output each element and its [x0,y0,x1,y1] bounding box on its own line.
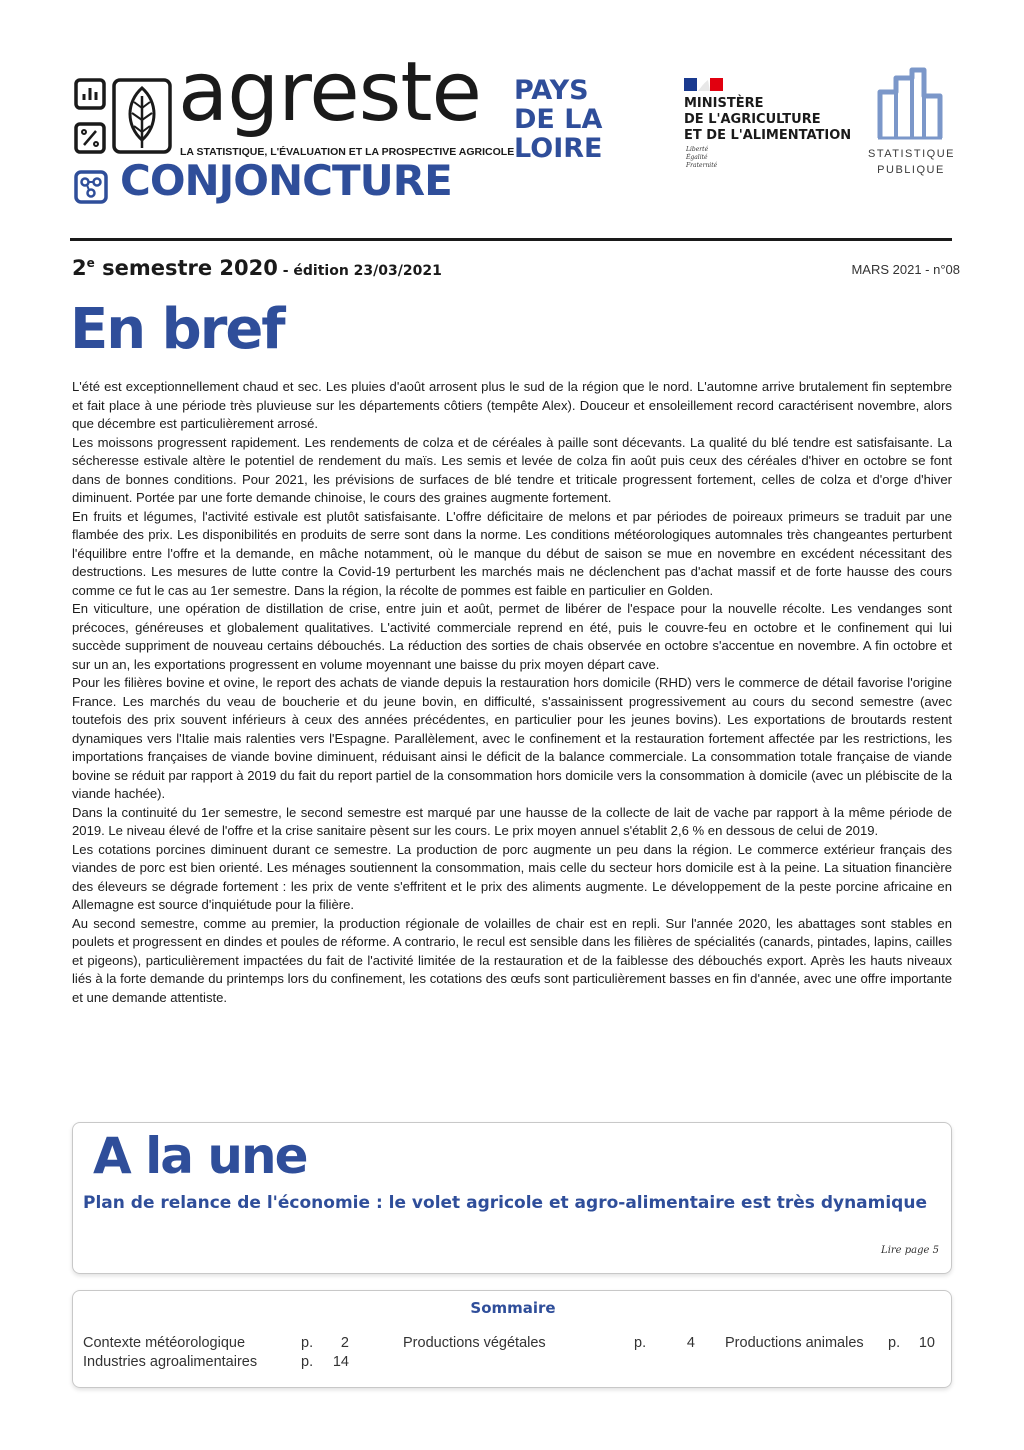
toc-item-animales[interactable]: Productions animales [725,1335,864,1351]
toc-page-prefix: p. [888,1335,901,1351]
statistique-publique-label [868,146,954,178]
summary-paragraph: Pour les filières bovine et ovine, le report des achats de viande depuis la restauration hors domicile (RHD) vers le commerce de détail favorise l'origine France. Les marchés du veau de boucherie et du jeune bovin, en difficulté, s'assainissent progressivement au cours du second semestre (avec toutefois des prix souvent inférieurs à ceux des années précédentes, en particulier pour les jeunes bovins). Les exportations de broutards restent dynamiques vers l'Italie mais ralenties vers l'Espagne. Parallèlement, avec le confinement et la restauration fortement affectée par les restrictions, les importations françaises de viande bovine diminuent, réduisant ainsi le déficit de la balance commerciale. La consommation totale française de viande bovine se réduit par rapport à 2019 du fait du report partiel de la consommation hors domicile vers la consommation à domicile (avec un plébiscite de la viande hachée). [72,675,952,801]
a-la-une-box [72,1122,952,1274]
section-title-en-bref: En bref [70,297,284,362]
series-name: CONJONCTURE [120,156,452,205]
leaf-icon [114,80,170,152]
a-la-une-headline[interactable]: Plan de relance de l'économie : le volet agricole et agro-alimentaire est très dynamique [83,1193,927,1213]
summary-paragraph: En fruits et légumes, l'activité estivale est plutôt satisfaisante. L'offre déficitaire de melons et par périodes de poireaux primeurs se traduit par une flambée des prix. Les disponibilités en produits de serre sont dans la norme. Les conditions météorologiques automnales très changeantes perturbent l'équilibre entre l'offre et la demande, en mâche notamment, où le manque du début de saison se mue en novembre en excédent nécessitant des destructions. Les mesures de lutte contre la Covid-19 perturbent les marchés mais ne déclenchent pas d'achat massif et de forte hausse des cours comme ce fut le cas au 1er semestre. Dans la région, la récolte de pommes est faible en particulier en Golden. [72,508,952,598]
motto-line: Fraternité [686,162,718,169]
toc-item-contexte[interactable]: Contexte météorologique [83,1335,246,1351]
read-more-link[interactable]: Lire page 5 [881,1245,939,1256]
ministry-line: MINISTÈRE [684,96,764,111]
motto-line: Liberté [686,146,709,153]
summary-paragraph: L'été est exceptionnellement chaud et sec. Les pluies d'août arrosent plus le sud de la région que le nord. L'automne arrive brutalement fin septembre et fait place à une période très pluvieuse sur les départements côtiers (tempête Alex). Douceur et ensoleillement record caractérisent novembre, alors que décembre est particulièrement arrosé. [72,379,952,431]
ministry-line: DE L'AGRICULTURE [684,112,821,127]
region-name [514,76,602,163]
agreste-logo-icons [74,78,174,160]
section-title-a-la-une: A la une [93,1127,307,1185]
issue-edition: - édition 23/03/2021 [277,263,442,279]
toc-page-number: 2 [340,1335,349,1351]
toc-page-prefix: p. [301,1335,314,1351]
summary-paragraph: Au second semestre, comme au premier, la production régionale de volailles de chair est en repli. Sur l'année 2020, les abattages sont stables en poulets et progressent en dindes et poules de réforme. A contrario, le recul est sensible dans les filières de spécialités (canards, pintades, lapins, cailles et pigeons), particulièrement impactées du fait de l'activité limitée de la restauration et de la faiblesse des débouchés export. Après les hauts niveaux liés à la forte demande du printemps lors du confinement, les cotations des œufs sont particulièrement basses en fin d'année, avec une offre importante et une demande attentiste. [72,915,952,1005]
chart-icon [76,80,104,108]
stat-label-line: PUBLIQUE [877,164,945,176]
summary-paragraph: En viticulture, une opération de distillation de crise, entre juin et août, permet de libérer de l'espace pour la nouvelle récolte. Les vendanges sont précoces, généreuses et globalement qualitatives. L'activité commerciale reprend en été, puis le couvre-feu en octobre et le confinement qui lui succède suppriment de nouveau certains débouchés. La réduction des sorties de chais observée en octobre s'accentue en novembre. A fin octobre et sur un an, les exportations progressent en volume moyennant une baisse du prix moyen départ cave. [72,601,952,672]
region-line: LOIRE [514,133,603,164]
stat-label-line: STATISTIQUE [868,148,955,160]
statistique-publique-logo [874,66,946,140]
issue-period-number: 2 [72,256,87,280]
motto-line: Égalité [686,154,708,161]
sommaire-title: Sommaire [470,1299,556,1317]
issue-period-text: semestre 2020 [94,256,278,280]
toc-page-prefix: p. [634,1335,647,1351]
toc-item-industries[interactable]: Industries agroalimentaires [83,1354,258,1370]
summary-paragraph: Dans la continuité du 1er semestre, le second semestre est marqué par une hausse de la collecte de lait de vache par rapport à la même période de 2019. Le niveau élevé de l'offre et la crise sanitaire pèsent sur les cours. Le prix moyen annuel s'établit 2,6 % en dessous de celui de 2019. [72,804,952,838]
republic-motto [686,146,717,170]
issue-date-number: MARS 2021 - n°08 [851,262,960,277]
network-icon [74,170,108,204]
ministry-name [684,96,851,144]
issue-period [72,256,442,280]
ministry-line: ET DE L'ALIMENTATION [684,128,852,143]
toc-page-number: 4 [686,1335,695,1351]
toc-page-number: 14 [332,1354,349,1370]
brand-name: agreste [178,45,481,140]
sommaire-box [72,1290,952,1388]
brand-tagline: LA STATISTIQUE, L'ÉVALUATION ET LA PROSPECTIVE AGRICOLE [180,146,515,158]
percent-icon [76,124,104,152]
marianne-flag-icon [684,78,724,91]
region-line: DE LA [514,104,603,135]
header-divider [70,238,952,241]
region-line: PAYS [514,75,589,106]
summary-paragraph: Les moissons progressent rapidement. Les rendements de colza et de céréales à paille sont décevants. La qualité du blé tendre est satisfaisante. La sécheresse estivale altère le potentiel de rendement du maïs. Les semis et levée de colza fin août puis ceux des céréales d'hiver en octobre se font dans de bonnes conditions. Pour 2021, les prévisions de surfaces de blé tendre et triticale progressent fortement, celles de colza et d'orge d'hiver diminuent. Portée par une forte demande chinoise, le cours des graines augmente fortement. [72,434,952,505]
summary-paragraph: Les cotations porcines diminuent durant ce semestre. La production de porc augmente un peu dans la région. Le commerce extérieur français des viandes de porc est bien orienté. Les ménages soutiennent la consommation, mais celle du secteur hors domicile est à la peine. La situation financière des éleveurs se dégrade fortement : les prix de vente s'effritent et le prix des aliments augmente. Le développement de la peste porcine africaine en Allemagne est source d'inquiétude pour la filière. [72,841,952,912]
issue-period-sup: e [86,256,95,270]
en-bref-text [72,378,952,1007]
toc-page-prefix: p. [301,1354,314,1370]
toc-page-number: 10 [918,1335,935,1351]
toc-item-vegetales[interactable]: Productions végétales [403,1335,546,1351]
